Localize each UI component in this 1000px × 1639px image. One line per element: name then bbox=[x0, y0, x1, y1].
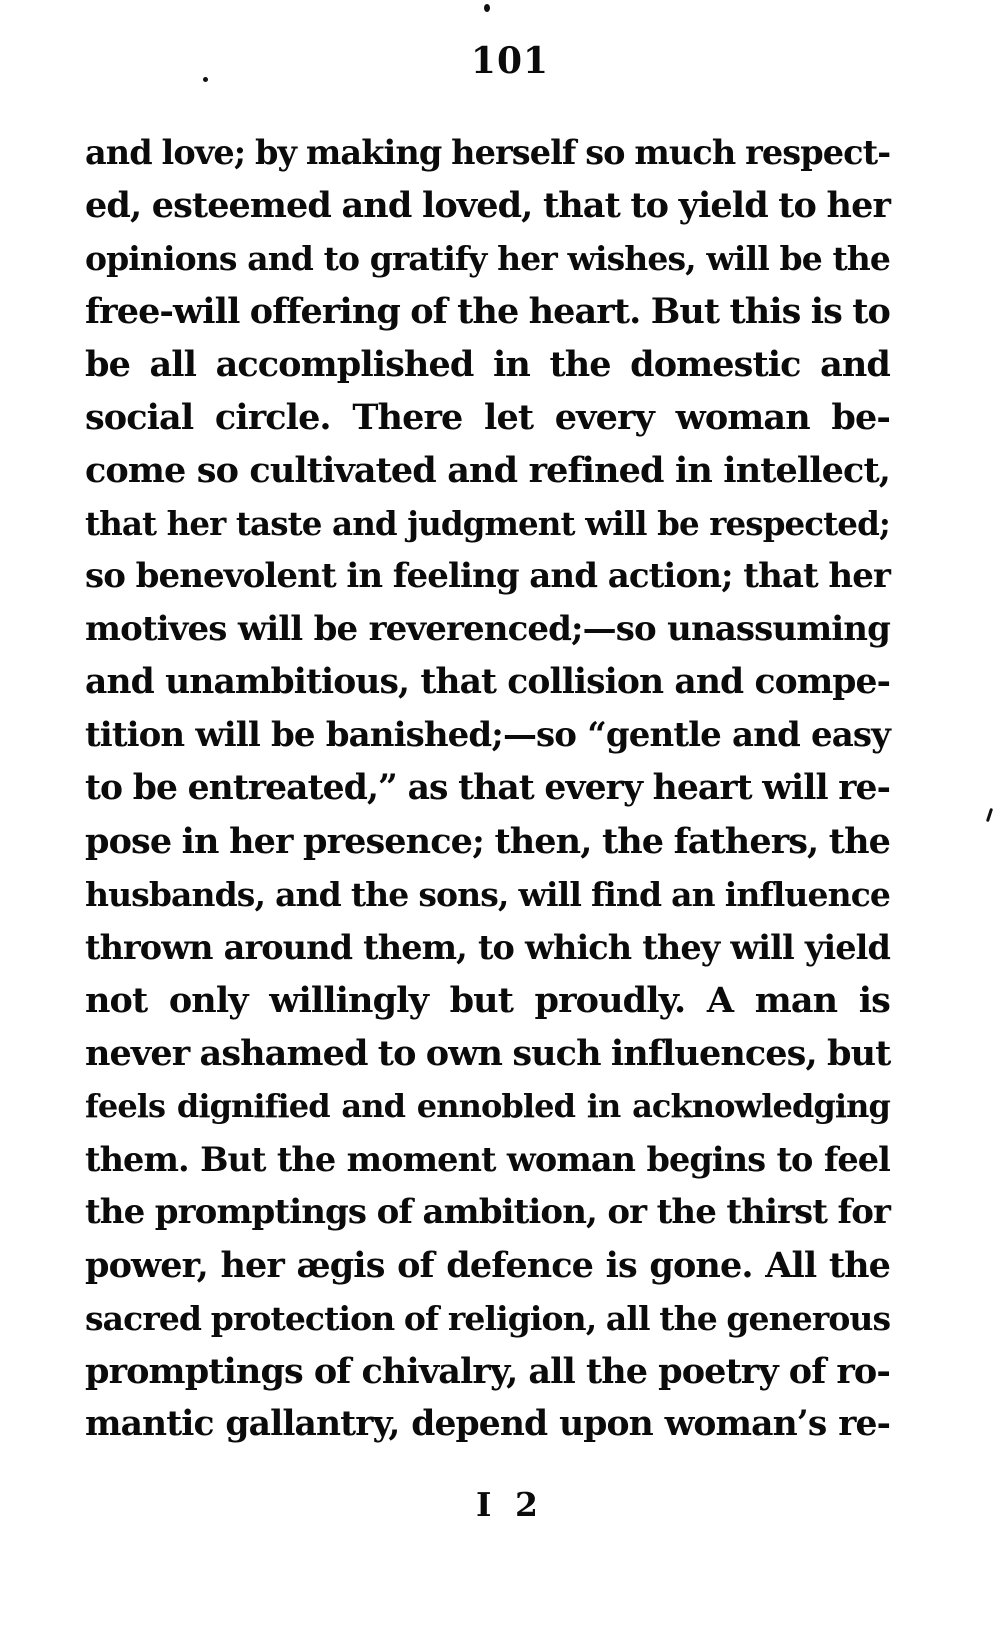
text-line: and unambitious, that collision and compe- bbox=[85, 662, 890, 702]
text-line: pose in her presence; then, the fathers, the bbox=[85, 821, 890, 862]
text-line: husbands, and the sons, will find an influence bbox=[85, 875, 890, 914]
text-line: not only willingly but proudly. A man is bbox=[85, 980, 890, 1021]
text-line: so benevolent in feeling and action; that her bbox=[85, 556, 890, 596]
text-line: mantic gallantry, depend upon woman’s re- bbox=[85, 1404, 890, 1444]
text-line: free-will offering of the heart. But this is to bbox=[85, 291, 890, 332]
text-line: social circle. There let every woman be- bbox=[85, 397, 890, 438]
text-line: feels dignified and ennobled in acknowledging bbox=[85, 1087, 890, 1125]
text-line: ed, esteemed and loved, that to yield to her bbox=[85, 185, 890, 226]
text-line: promptings of chivalry, all the poetry of ro- bbox=[85, 1351, 890, 1392]
text-line: them. But the moment woman begins to feel bbox=[85, 1140, 890, 1179]
text-line: opinions and to gratify her wishes, will be the bbox=[85, 239, 890, 278]
page-number: 101 bbox=[470, 40, 550, 82]
text-line: the promptings of ambition, or the thirst for bbox=[85, 1192, 890, 1232]
text-line: be all accomplished in the domestic and bbox=[85, 344, 890, 385]
text-line: to be entreated,” as that every heart will re- bbox=[85, 768, 890, 808]
text-line: come so cultivated and refined in intellect, bbox=[85, 450, 890, 491]
body-text bbox=[85, 126, 890, 1451]
signature-mark: I 2 bbox=[476, 1485, 544, 1524]
text-line: never ashamed to own such influences, but bbox=[85, 1033, 891, 1074]
text-line: and love; by making herself so much respect- bbox=[85, 133, 891, 172]
ink-speck bbox=[986, 808, 993, 822]
ink-speck bbox=[484, 4, 490, 12]
text-line: thrown around them, to which they will yield bbox=[85, 928, 890, 967]
text-line: power, her ægis of defence is gone. All the bbox=[85, 1245, 890, 1286]
text-line: motives will be reverenced;—so unassuming bbox=[85, 609, 890, 649]
text-line: tition will be banished;—so “gentle and easy bbox=[85, 715, 890, 755]
text-line: that her taste and judgment will be respected; bbox=[85, 504, 890, 543]
text-line: sacred protection of religion, all the generous bbox=[85, 1299, 891, 1338]
